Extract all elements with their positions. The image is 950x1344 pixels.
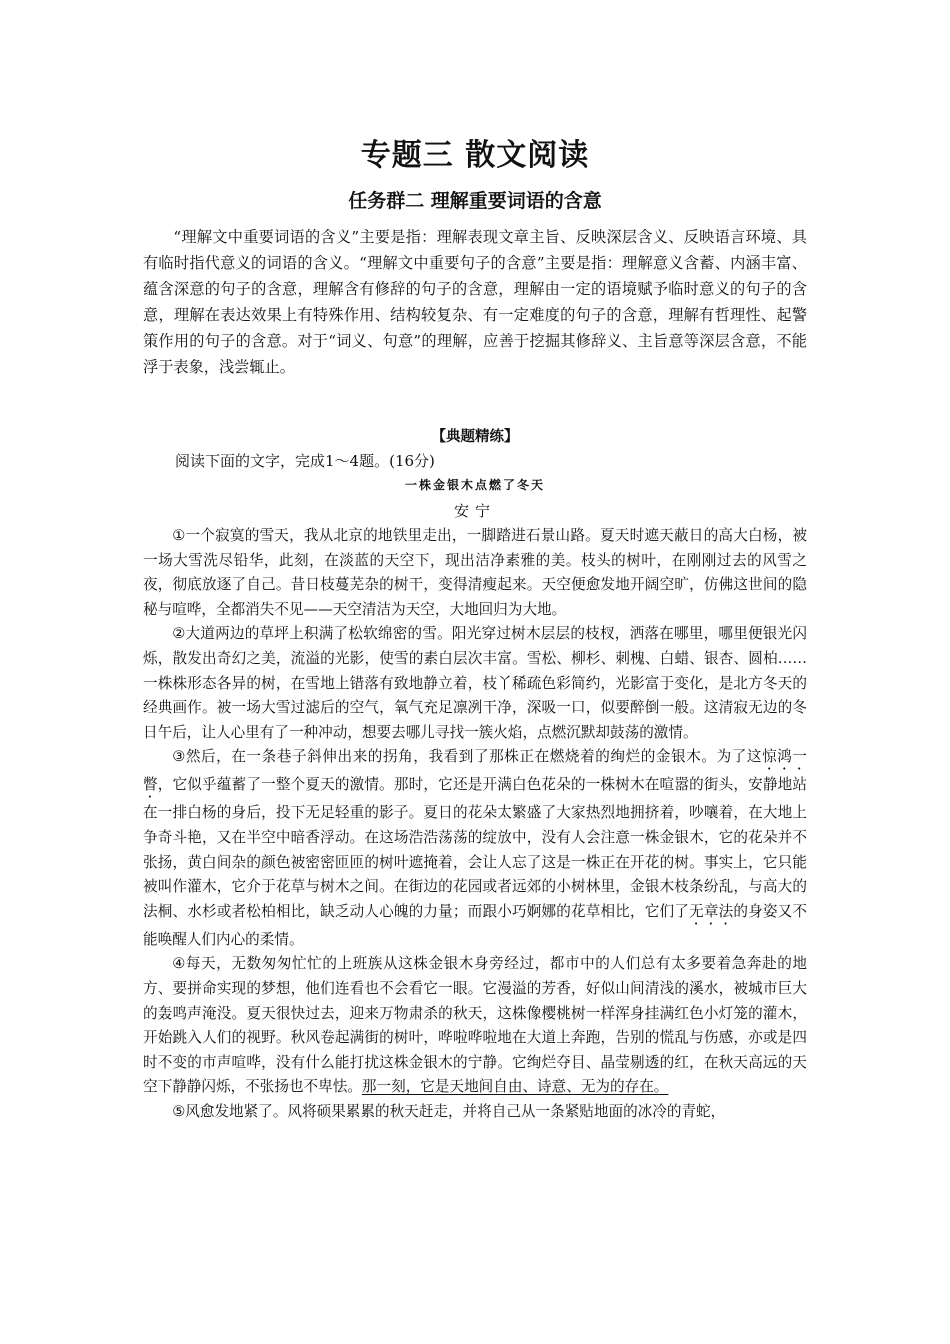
underlined-sentence: 那一刻，它是天地间自由、诗意、无为的存在。	[361, 1078, 669, 1096]
essay-paragraph-4	[143, 952, 807, 1100]
p4-text-a: ④每天，无数匆匆忙忙的上班族从这株金银木身旁经过，都市中的人们总有太多要着急奔赴的地方、要拼命实现的梦想，他们连看也不会看它一眼。它漫溢的芳香，好似山间清浅的溪水，被城市巨大的轰鸣声淹没。夏天很快过去，迎来万物肃杀的秋天，这株像樱桃树一样浑身挂满红色小灯笼的灌木，开始跳入人们的视野。秋风卷起满街的树叶，哗啦哗啦地在大道上奔跑，告别的慌乱与伤感，亦或是四时不变的市声喧哗，没有什么能打扰这株金银木的宁静。它绚烂夺目、晶莹剔透的红，在秋天高远的天空下静静闪烁，不张扬也不卑怯。	[143, 955, 807, 1096]
page-subtitle: 任务群二 理解重要词语的含意	[348, 190, 602, 212]
p3-text-c: 的身姿又不能唤醒人们内心的柔情。	[143, 902, 807, 948]
essay-body	[143, 524, 807, 1124]
essay-paragraph-2: ②大道两边的草坪上积满了松软绵密的雪。阳光穿过树木层层的枝杈，洒落在哪里，哪里便银光闪烁，散发出奇幻之美，流溢的光影，使雪的素白层次丰富。雪松、柳杉、刺槐、白蜡、银杏、圆柏……一株株形态各异的树，在雪地上错落有致地静立着，枝丫稀疏色彩简约，光影富于变化，是北方冬天的经典画作。被一场大雪过滤后的空气，氧气充足凛冽干净，深吸一口，似要醉倒一般。这清寂无边的冬日午后，让人心里有了一种冲动，想要去哪儿寻找一簇火焰，点燃沉默却鼓荡的激情。	[143, 625, 807, 741]
section-heading: 【典题精练】	[431, 428, 519, 445]
essay-paragraph-3	[143, 745, 807, 952]
p3-text-b: ，它似乎蕴蓄了一整个夏天的激情。那时，它还是开满白色花朵的一株树木在喧嚣的街头，安静地站在一排白杨的身后，投下无足轻重的影子。夏日的花朵太繁盛了大家热烈地拥挤着，吵嚷着，在大地上争奇斗艳，又在半空中暗香浮动。在这场浩浩荡荡的绽放中，没有人会注意一株金银木，它的花朵并不张扬，黄白间杂的颜色被密密匝匝的树叶遮掩着，会让人忘了这是一株正在开花的树。事实上，它只能被叫作灌木，它介于花草与树木之间。在街边的花园或者远郊的小树林里，金银木枝条纷乱，与高大的法桐、水杉或者松柏相比，缺乏动人心魄的力量；而跟小巧婀娜的花草相比，它们了	[143, 776, 807, 920]
reading-instruction: 阅读下面的文字，完成1～4题。(16分)	[175, 452, 435, 470]
page-title: 专题三 散文阅读	[360, 138, 590, 173]
essay-paragraph-1: ①一个寂寞的雪天，我从北京的地铁里走出，一脚踏进石景山路。夏天时遮天蔽日的高大白杨，被一场大雪洗尽铅华，此刻，在淡蓝的天空下，现出洁净素雅的美。枝头的树叶，在刚刚过去的风雪之夜，彻底放逐了自己。昔日枝蔓芜杂的树干，变得清瘦起来。天空便愈发地开阔空旷，仿佛这世间的隐秘与喧哗，全都消失不见——天空清洁为天空，大地回归为大地。	[143, 527, 807, 618]
emphasized-phrase-2: 无章法	[689, 902, 734, 920]
intro-paragraph: “理解文中重要词语的含义”主要是指：理解表现文章主旨、反映深层含义、反映语言环境、具有临时指代意义的词语的含义。“理解文中重要句子的含意”主要是指：理解意义含蓄、内涵丰富、蕴含深意的句子的含意，理解含有修辞的句子的含意，理解由一定的语境赋予临时意义的句子的含意，理解在表达效果上有特殊作用、结构较复杂、有一定难度的句子的含意，理解有哲理性、起警策作用的句子的含意。对于“词义、句意”的理解，应善于挖掘其修辞义、主旨意等深层含意，不能浮于表象，浅尝辄止。	[143, 228, 807, 376]
emphasized-phrase-1: 惊鸿一瞥	[143, 748, 807, 794]
p3-text-a: ③然后，在一条巷子斜伸出来的拐角，我看到了那株正在燃烧着的绚烂的金银木。为了这	[172, 748, 763, 766]
intro-block	[143, 224, 807, 380]
essay-title: 一株金银木点燃了冬天	[404, 478, 545, 492]
essay-author: 安宁	[453, 502, 496, 520]
essay-paragraph-5: ⑤风愈发地紧了。风将硕果累累的秋天赶走，并将自己从一条紧贴地面的冰冷的青蛇，	[172, 1102, 726, 1120]
